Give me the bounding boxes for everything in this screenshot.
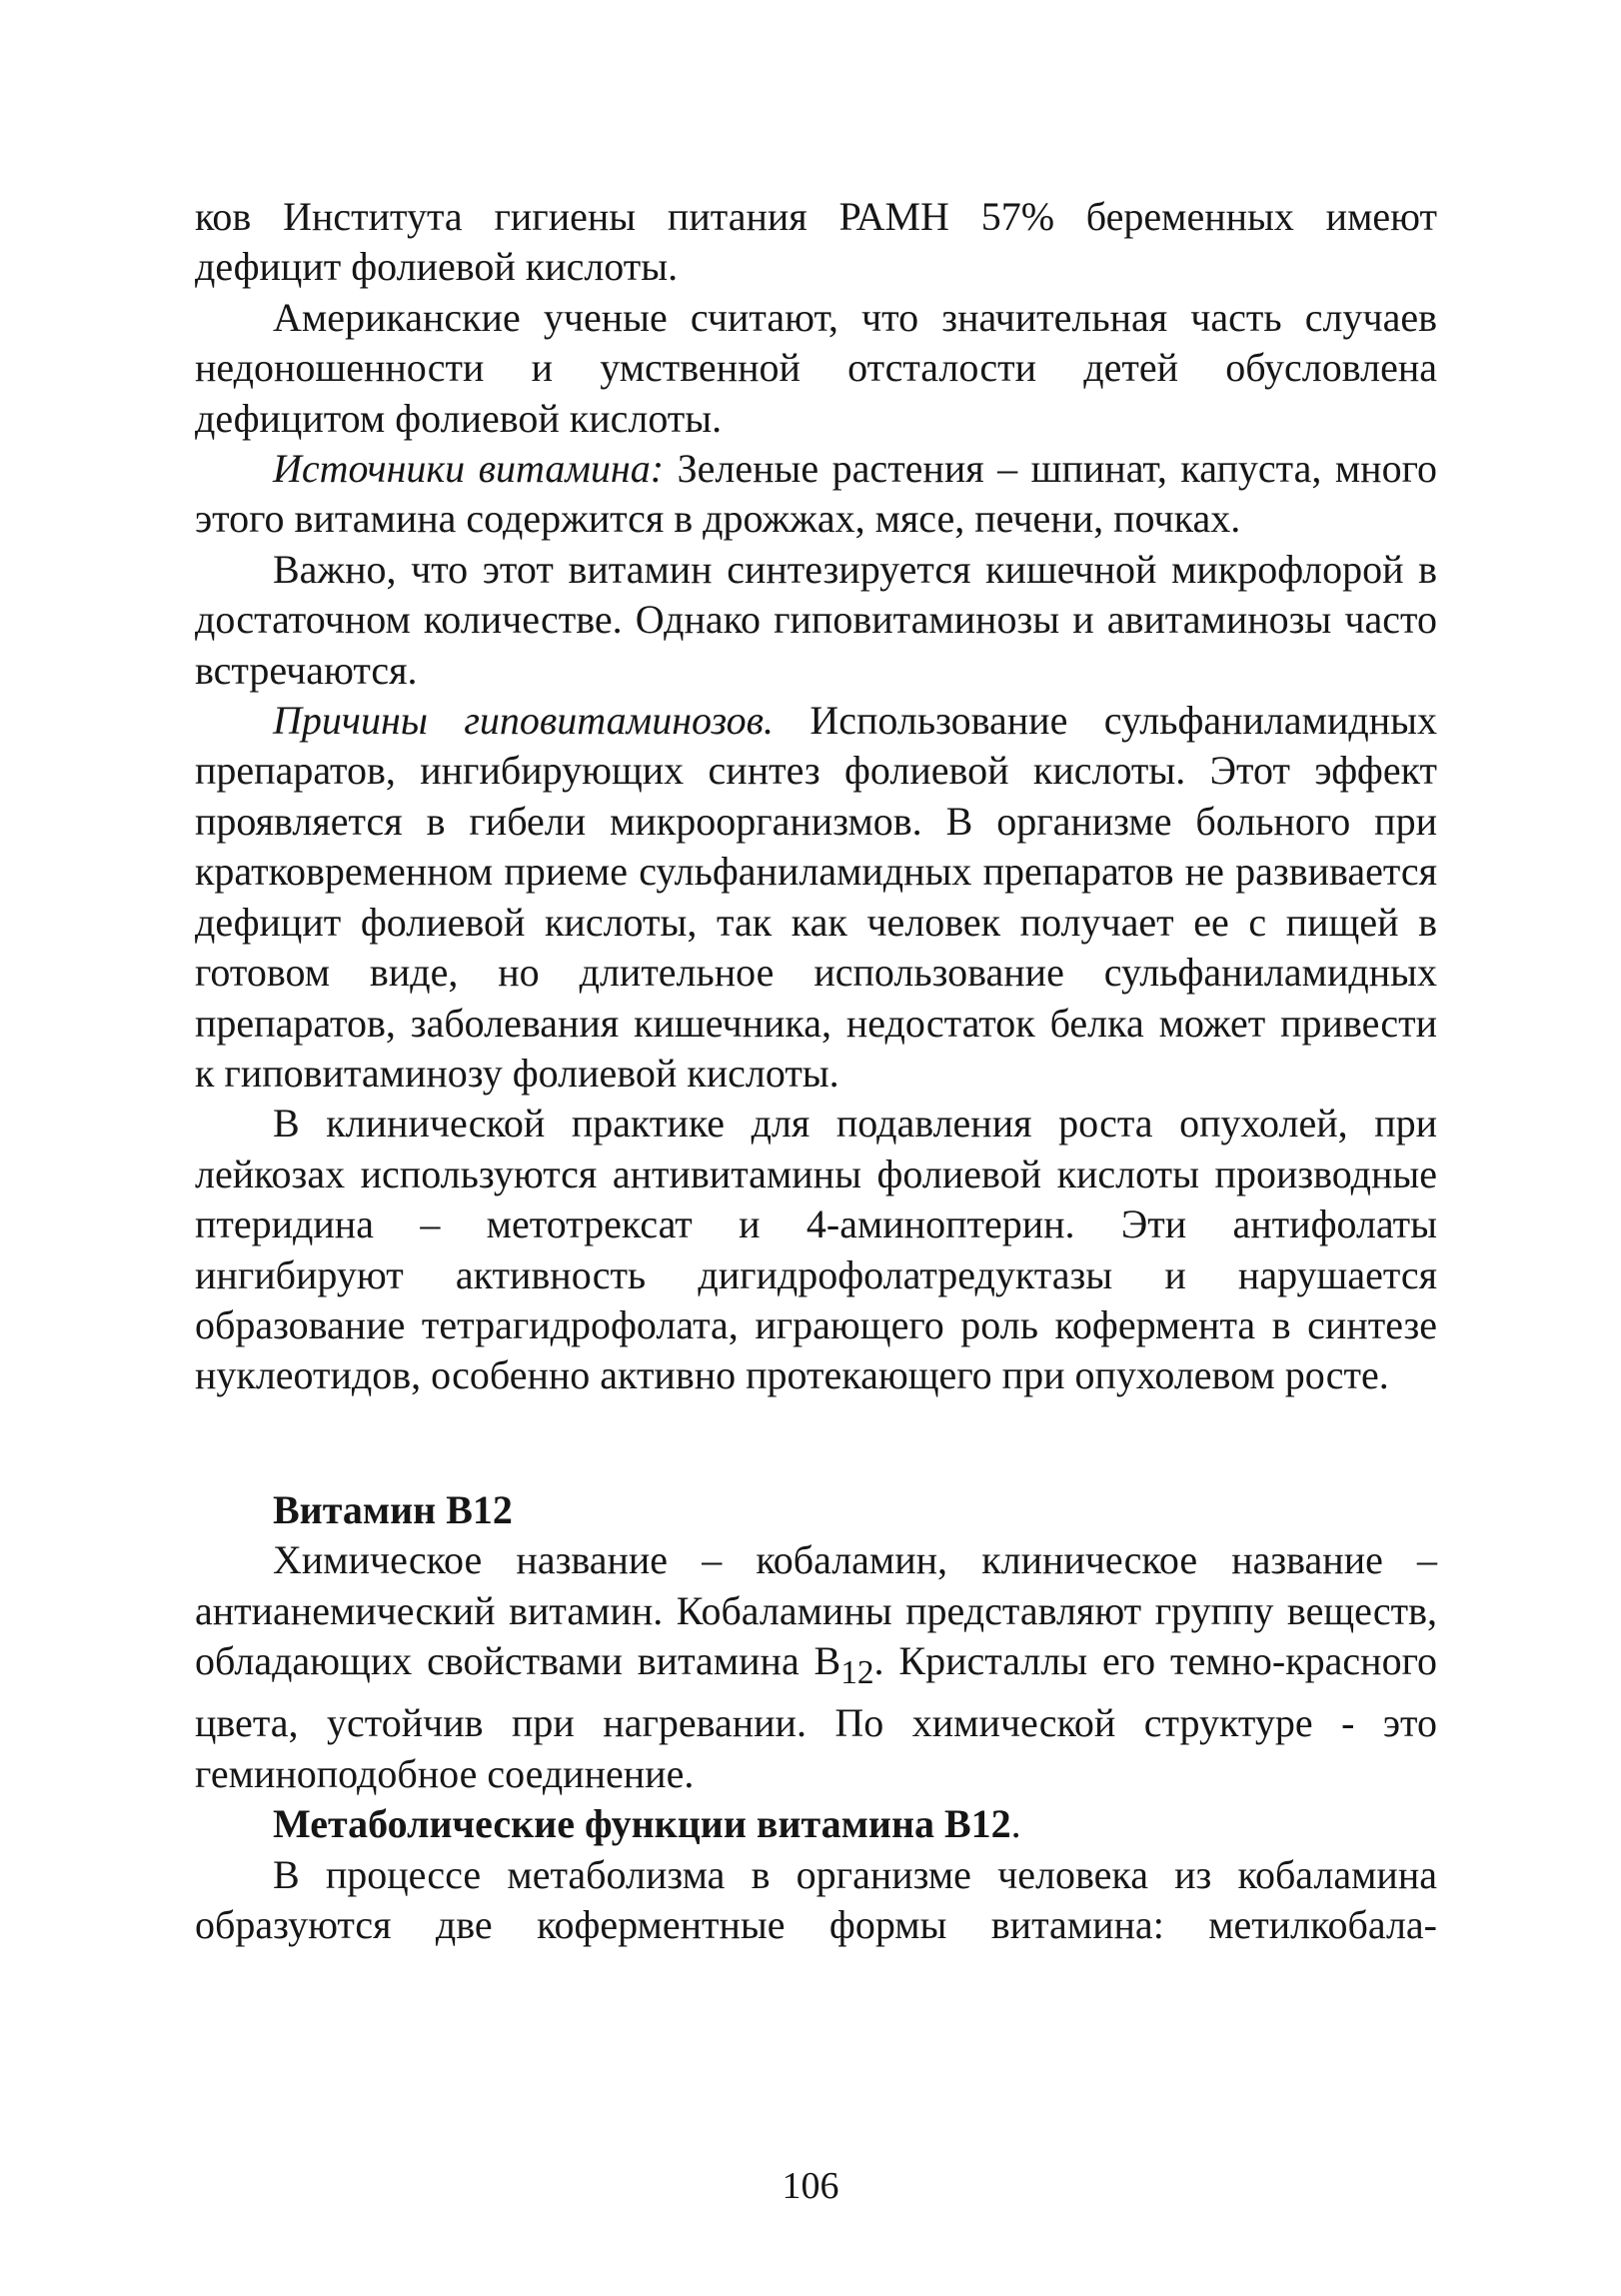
page-number: 106 bbox=[782, 2165, 839, 2207]
paragraph-american-scientists: Американские ученые считают, что значительная часть случаев недоношенности и умственной отсталости детей обусловлена дефицитом фолиевой кислоты. bbox=[195, 294, 1437, 441]
subheading-bold-text: Метаболические функции витамина В12 bbox=[273, 1801, 1011, 1847]
section-gap bbox=[195, 1401, 1437, 1485]
paragraph-microflora: Важно, что этот витамин синтезируется кишечной микрофлорой в достаточном количестве. Однако гиповитаминозы и авитаминозы часто встречаются. bbox=[195, 546, 1437, 693]
b12-text-start: Химическое название – кобаламин, клиническое название – антианемический витамин. Кобаламины представляют группу веществ, обладающих свойствами витамина В bbox=[195, 1537, 1437, 1683]
b12-text-end: . Кристаллы его темно-красного цвета, устойчив при нагревании. По химической структуре - это геминоподобное соединение. bbox=[195, 1637, 1437, 1796]
subheading-metabolic-functions bbox=[195, 1799, 1437, 1849]
section-heading-vitamin-b12: Витамин В12 bbox=[273, 1486, 513, 1532]
paragraph-vitamin-sources bbox=[195, 444, 1437, 545]
subheading-period: . bbox=[1010, 1801, 1021, 1847]
body-text bbox=[195, 192, 1437, 1950]
paragraph-clinical-practice: В клинической практике для подавления роста опухолей, при лейкозах используются антивитамины фолиевой кислоты производные птеридина – метотрексат и 4-аминоптерин. Эти антифолаты ингибируют активность дигидрофолатредуктазы и нарушается образование тетрагидрофолата, играющего роль кофермента в синтезе нуклеотидов, особенно активно протекающего при опухолевом росте. bbox=[195, 1101, 1437, 1398]
causes-text: Использование сульфаниламидных препаратов, ингибирующих синтез фолиевой кислоты. Этот эффект проявляется в гибели микроорганизмов. В организме больного при кратковременном приеме сульфаниламидных препаратов не развивается дефицит фолиевой кислоты, так как человек получает ее с пищей в готовом виде, но длительное использование сульфаниламидных препаратов, заболевания кишечника, недостаток белка может привести к гиповитаминозу фолиевой кислоты. bbox=[195, 698, 1437, 1096]
paragraph-b12-chemical-name bbox=[195, 1535, 1437, 1799]
paragraph-hypovitaminosis-causes bbox=[195, 696, 1437, 1099]
b12-subscript: 12 bbox=[840, 1653, 874, 1691]
causes-lead-label: Причины гиповитаминозов. bbox=[273, 698, 774, 744]
paragraph-metabolism: В процессе метаболизма в организме человека из кобаламина образуются две коферментные формы витамина: метилкобала- bbox=[195, 1851, 1437, 1947]
sources-lead-label: Источники витамина: bbox=[273, 446, 665, 492]
sources-text: Зеленые растения – шпинат, капуста, много этого витамина содержится в дрожжах, мясе, печени, почках. bbox=[195, 446, 1438, 542]
paragraph-continuation: ков Института гигиены питания РАМН 57% беременных имеют дефицит фолиевой кислоты. bbox=[195, 194, 1437, 290]
